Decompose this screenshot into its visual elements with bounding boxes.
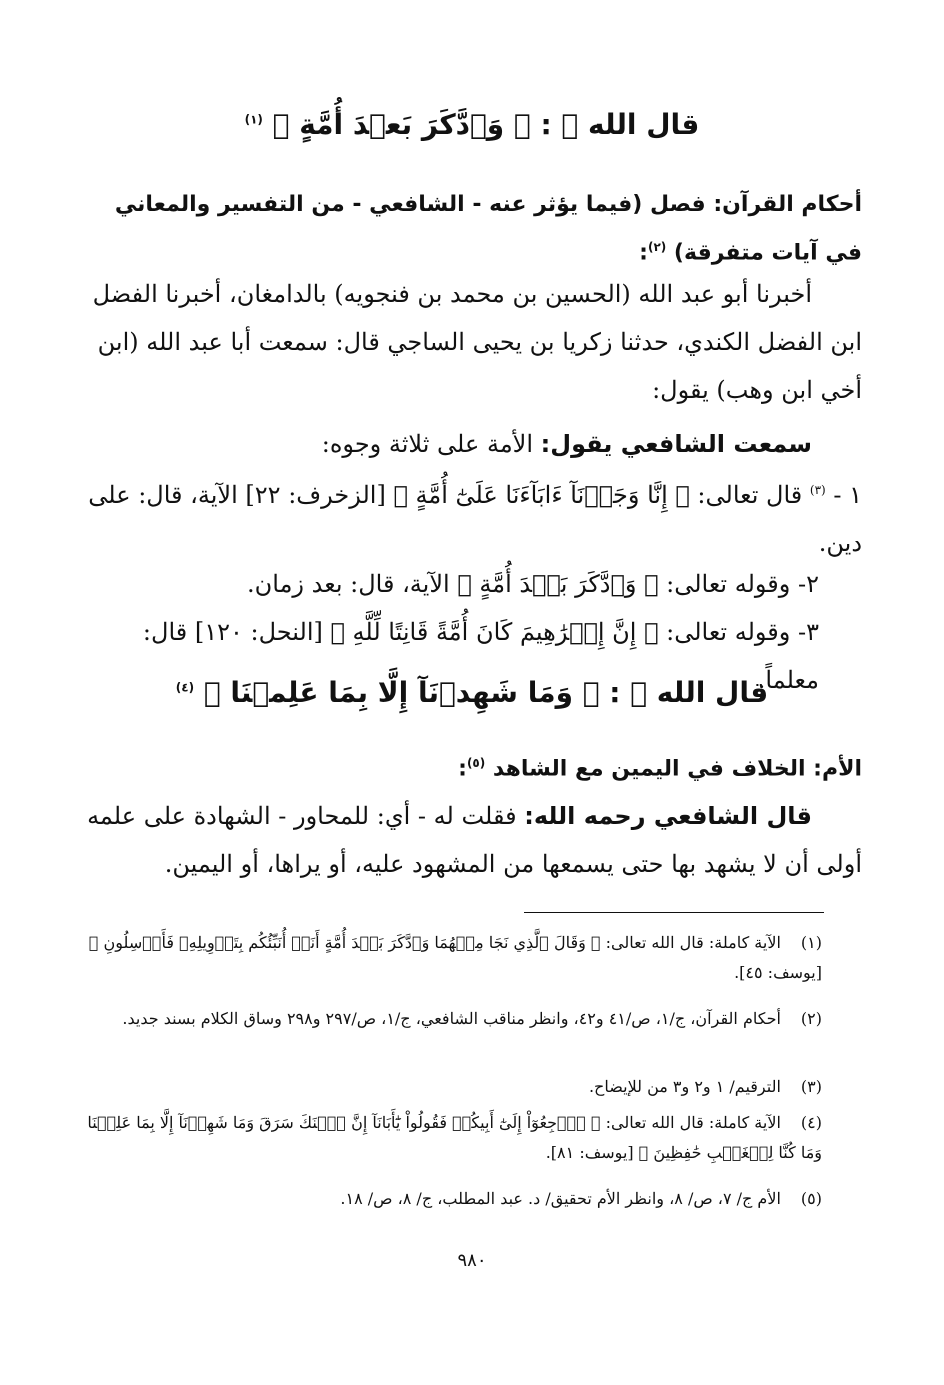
footnote-2-text: أحكام القرآن، ج/١، ص/٤١ و٤٢، وانظر مناقب الشافعي، ج/١، ص/٢٩٧ و٢٩٨ وساق الكلام بسند جديد. bbox=[122, 1009, 781, 1028]
list-item-2 bbox=[80, 560, 819, 608]
footnote-4-text: الآية كاملة: قال الله تعالى: ﴿ ٱرۡجِعُوٓاْ إِلَىٰٓ أَبِيكُمۡ فَقُولُواْ يَٰٓأَبَانَآ إِنَّ ٱبۡنَكَ سَرَقَ وَمَا شَهِدۡنَآ إِلَّا بِمَا عَلِمۡنَا وَمَا كُنَّا لِلۡغَيۡبِ حَٰفِظِينَ ﴾ [يوسف: ٨١]. bbox=[87, 1113, 822, 1162]
footnote-2-num: (٢) bbox=[800, 1009, 822, 1028]
list-item-2-prefix: ٢- bbox=[798, 570, 819, 598]
heading-1-label: قال الله ﷻ : bbox=[540, 108, 700, 141]
heading-2 bbox=[80, 676, 864, 709]
footnote-divider bbox=[524, 912, 824, 913]
paragraph-1: أخبرنا أبو عبد الله (الحسين بن محمد بن فنجويه) بالدامغان، أخبرنا الفضل ابن الفضل الكندي، حدثنا زكريا بن يحيى الساجي قال: سمعت أبا عبد الله (ابن أخي ابن وهب) يقول: bbox=[92, 280, 862, 404]
footnote-3-text: الترقيم/ ١ و٢ و٣ من للإيضاح. bbox=[588, 1077, 781, 1096]
paragraph-2 bbox=[80, 420, 862, 468]
heading-2-verse: ﴿ وَمَا شَهِدۡنَآ إِلَّا بِمَا عَلِمۡنَا ﴾ bbox=[203, 676, 600, 709]
section-2-title bbox=[80, 742, 862, 790]
list-item-3-text: وقوله تعالى: ﴿ إِنَّ إِبۡرَٰهِيمَ كَانَ أُمَّةً قَانِتًا لِّلَّهِ ﴾ [النحل: ١٢٠] قال: معلماً. bbox=[142, 618, 819, 694]
page-number: ٩٨٠ bbox=[457, 1250, 487, 1271]
paragraph-3-text: فقلت له - أي: للمحاور - الشهادة على علمه أولى أن لا يشهد بها حتى يسمعها من المشهود عليه، أو يراها، أو اليمين. bbox=[87, 802, 862, 878]
section-1-title bbox=[80, 184, 862, 274]
footnote-3-num: (٣) bbox=[800, 1077, 822, 1096]
footnote-1-text: الآية كاملة: قال الله تعالى: ﴿ وَقَالَ ٱلَّذِي نَجَا مِنۡهُمَا وَٱدَّكَرَ بَعۡدَ أُمَّةٍ أَنَا۠ أُنَبِّئُكُم بِتَأۡوِيلِهِۦ فَأَرۡسِلُونِ ﴾ [يوسف: ٤٥]. bbox=[88, 933, 822, 982]
section-1-colon: : bbox=[639, 240, 648, 266]
list-item-3-prefix: ٣- bbox=[798, 618, 819, 646]
footnote-5 bbox=[80, 1184, 822, 1214]
section-1-title-text: أحكام القرآن: فصل (فيما يؤثر عنه - الشافعي - من التفسير والمعاني في آيات متفرقة) bbox=[114, 192, 862, 266]
list-item-1 bbox=[80, 466, 862, 567]
section-2-colon: : bbox=[458, 756, 467, 782]
footnote-4-num: (٤) bbox=[800, 1113, 822, 1132]
section-2-note: (٥) bbox=[466, 756, 486, 770]
paragraph-2-lead: سمعت الشافعي يقول: bbox=[540, 430, 812, 458]
paragraph-3 bbox=[80, 792, 862, 888]
heading-1 bbox=[80, 108, 864, 141]
heading-1-note: (١) bbox=[244, 112, 263, 127]
footnote-2 bbox=[80, 1004, 822, 1034]
heading-2-label: قال الله ﷻ : bbox=[609, 676, 769, 709]
footnote-5-text: الأم ج/ ٧، ص/ ٨، وانظر الأم تحقيق/ د. عبد المطلب، ج/ ٨، ص/ ١٨. bbox=[340, 1189, 781, 1208]
footnote-3 bbox=[80, 1072, 822, 1102]
list-item-1-text: قال تعالى: ﴿ إِنَّا وَجَدۡنَآ ءَابَآءَنَا عَلَىٰٓ أُمَّةٍ ﴾ [الزخرف: ٢٢] الآية، قال: على دين. bbox=[88, 481, 862, 557]
footnote-4 bbox=[80, 1108, 822, 1168]
paragraph-3-lead: قال الشافعي رحمه الله: bbox=[524, 802, 812, 830]
footnote-1 bbox=[80, 928, 822, 988]
section-2-title-text: الأم: الخلاف في اليمين مع الشاهد bbox=[492, 756, 862, 782]
list-item-1-note: (٣) bbox=[809, 483, 826, 497]
footnote-5-num: (٥) bbox=[800, 1189, 822, 1208]
paragraph-2-text: الأمة على ثلاثة وجوه: bbox=[321, 430, 534, 458]
section-1-note: (٢) bbox=[647, 240, 667, 254]
list-item-2-text: وقوله تعالى: ﴿ وَٱدَّكَرَ بَعۡدَ أُمَّةٍ ﴾ الآية، قال: بعد زمان. bbox=[247, 570, 791, 598]
heading-2-note: (٤) bbox=[175, 680, 195, 695]
heading-1-verse: ﴿ وَٱدَّكَرَ بَعۡدَ أُمَّةٍ ﴾ bbox=[272, 108, 531, 141]
list-item-1-prefix: ١ - bbox=[833, 481, 862, 509]
footnote-1-num: (١) bbox=[800, 933, 822, 952]
